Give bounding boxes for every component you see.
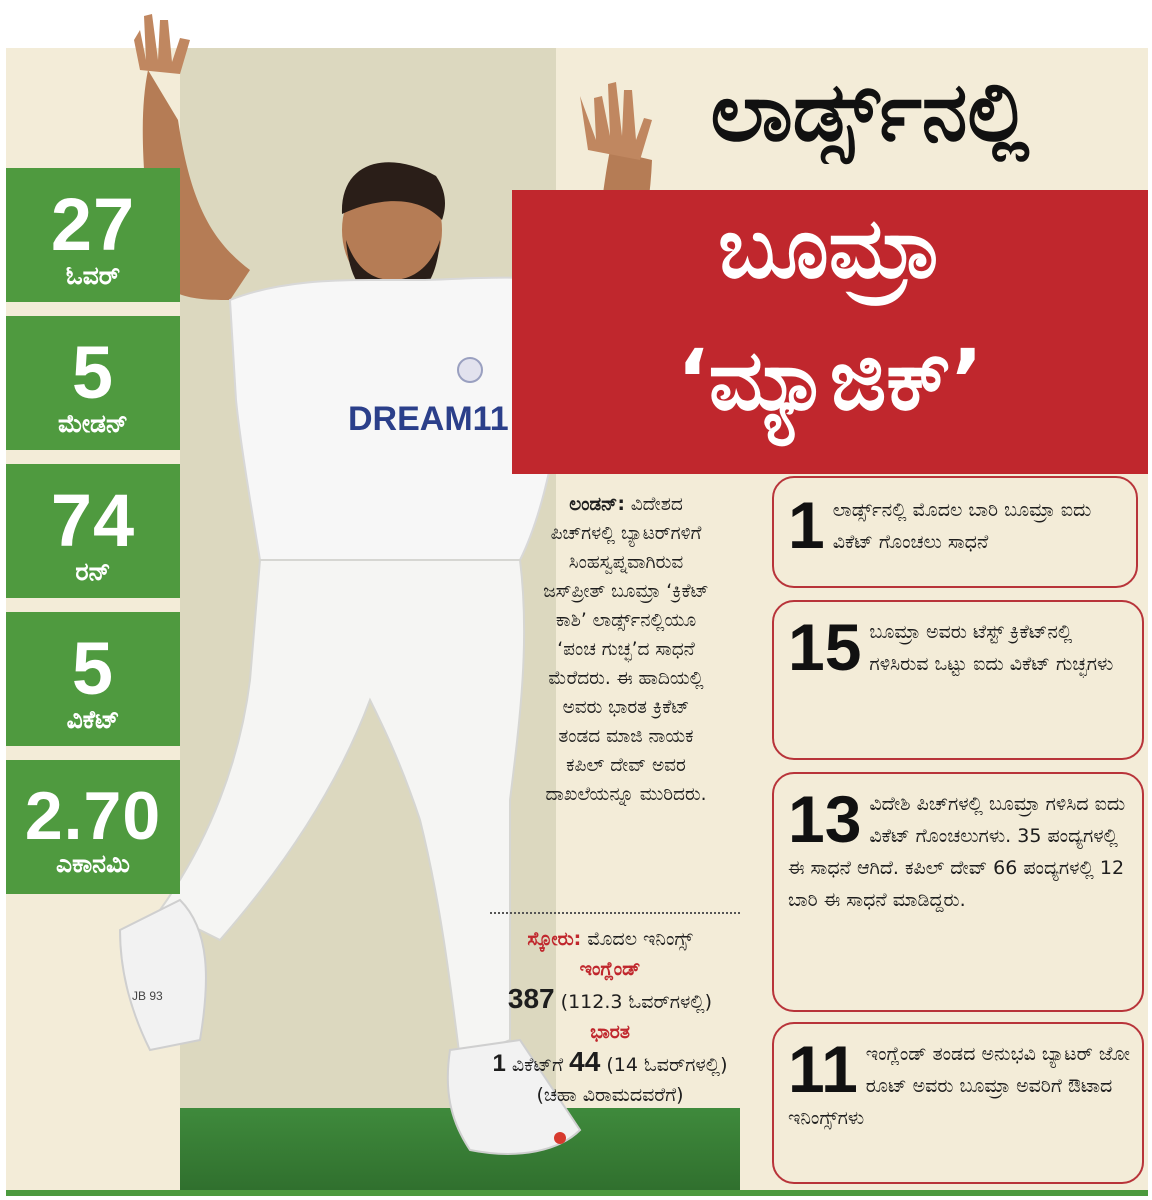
stat-value: 5 xyxy=(71,331,115,414)
article-line: ಅವರು ಭಾರತ ಕ್ರಿಕೆಟ್ xyxy=(562,697,690,718)
scorecard xyxy=(440,924,780,1110)
score-team1: ಇಂಗ್ಲೆಂಡ್ xyxy=(579,958,641,980)
score-team2: ಭಾರತ xyxy=(590,1021,630,1043)
stat-runs xyxy=(6,464,180,598)
jersey-sponsor: DREAM11 xyxy=(348,400,509,438)
stat-label: ಮೇಡನ್ xyxy=(58,409,128,438)
article-dateline: ಲಂಡನ್: xyxy=(569,494,625,515)
article-line: ‘ಪಂಚ ಗುಚ್ಛ’ದ ಸಾಧನೆ xyxy=(557,639,695,660)
fact-number: 13 xyxy=(788,782,862,856)
stat-label: ಓವರ್ xyxy=(65,261,121,290)
bottom-rule xyxy=(6,1190,1148,1196)
score-team2-wkts-text: ವಿಕೆಟ್‌ಗೆ xyxy=(511,1054,564,1076)
stat-label: ಎಕಾನಮಿ xyxy=(56,849,130,878)
fact-text: ಲಾರ್ಡ್ಸ್‌ನಲ್ಲಿ ಮೊದಲ ಬಾರಿ ಬೂಮ್ರಾ ಐದು ವಿಕೆಟ್ ಗೊಂಚಲು ಸಾಧನೆ xyxy=(832,499,1092,553)
shoe-red-accent xyxy=(554,1132,566,1144)
article-line: ಕಾಶಿ’ ಲಾರ್ಡ್ಸ್‌ನಲ್ಲಿಯೂ xyxy=(555,610,697,631)
fact-text: ಬೂಮ್ರಾ ಅವರು ಟೆಸ್ಟ್ ಕ್ರಿಕೆಟ್‌ನಲ್ಲಿ ಗಳಿಸಿರುವ ಒಟ್ಟು ಐದು ವಿಕೆಟ್ ಗುಚ್ಛಗಳು xyxy=(869,621,1114,675)
stat-maidens xyxy=(6,316,180,450)
stat-value: 5 xyxy=(71,627,115,710)
article-line: ಜಸ್‌ಪ್ರೀತ್ ಬೂಮ್ರಾ ‘ಕ್ರಿಕೆಟ್ xyxy=(543,581,709,602)
headline-line2: ಬೂಮ್ರಾ xyxy=(718,199,942,297)
fact-text: ವಿದೇಶಿ ಪಿಚ್‌ಗಳಲ್ಲಿ ಬೂಮ್ರಾ ಗಳಿಸಿದ ಐದು ವಿಕೆಟ್ ಗೊಂಚಲುಗಳು. 35 ಪಂದ್ಯಗಳಲ್ಲಿ ಈ ಸಾಧನೆ ಆಗಿದೆ. ಕಪಿಲ್ ದೇವ್ 66 ಪಂದ್ಯಗಳಲ್ಲಿ 12 ಬಾರಿ ಈ ಸಾಧನೆ ಮಾಡಿದ್ದರು. xyxy=(788,793,1126,911)
article-line: ವಿದೇಶದ xyxy=(630,494,683,515)
article-line: ಪಿಚ್‌ಗಳಲ್ಲಿ ಬ್ಯಾಟರ್‌ಗಳಿಗೆ xyxy=(550,523,702,544)
score-team2-overs: (14 ಓವರ್‌ಗಳಲ್ಲಿ) xyxy=(606,1054,728,1076)
score-note: (ಚಹಾ ವಿರಾಮದವರೆಗೆ) xyxy=(536,1084,684,1106)
stat-value: 27 xyxy=(50,183,136,266)
score-label: ಸ್ಕೋರು: xyxy=(527,928,582,950)
fact-box xyxy=(772,1022,1144,1184)
article-line: ಸಿಂಹಸ್ವಪ್ನವಾಗಿರುವ xyxy=(568,552,684,573)
dotted-divider xyxy=(490,912,740,914)
score-team1-runs: 387 xyxy=(507,983,555,1014)
fact-box xyxy=(772,772,1144,1012)
player-left-shoe xyxy=(120,900,206,1050)
bcci-logo-icon xyxy=(458,358,482,382)
stat-value: 2.70 xyxy=(24,778,162,854)
stat-wickets xyxy=(6,612,180,746)
article-line: ತಂಡದ ಮಾಜಿ ನಾಯಕ xyxy=(558,726,694,747)
article-line: ದಾಖಲೆಯನ್ನೂ ಮುರಿದರು. xyxy=(545,784,707,805)
headline-line3: ‘ಮ್ಯಾಜಿಕ್’ xyxy=(676,331,984,429)
fact-number: 15 xyxy=(788,610,862,684)
article-body xyxy=(486,490,766,809)
article-line: ಮೆರೆದರು. ಈ ಹಾದಿಯಲ್ಲಿ xyxy=(548,668,704,689)
stat-label: ವಿಕೆಟ್ xyxy=(66,705,120,734)
shoe-tag: JB 93 xyxy=(132,989,163,1003)
fact-text: ಇಂಗ್ಲೆಂಡ್ ತಂಡದ ಅನುಭವಿ ಬ್ಯಾಟರ್ ಜೋ ರೂಟ್ ಅವರು ಬೂಮ್ರಾ ಅವರಿಗೆ ಔಟಾದ ಇನಿಂಗ್ಸ್‌ಗಳು xyxy=(788,1043,1130,1129)
stat-economy xyxy=(6,760,180,894)
score-innings: ಮೊದಲ ಇನಿಂಗ್ಸ್ xyxy=(587,928,693,950)
fact-box xyxy=(772,476,1138,588)
score-team1-overs: (112.3 ಓವರ್‌ಗಳಲ್ಲಿ) xyxy=(560,991,713,1013)
fact-number: 11 xyxy=(788,1032,858,1106)
score-team2-runs: 44 xyxy=(569,1046,601,1077)
fact-number: 1 xyxy=(788,488,825,562)
score-team2-wkts: 1 xyxy=(492,1050,506,1077)
stat-value: 74 xyxy=(50,479,136,562)
player-left-hand xyxy=(134,14,190,74)
stat-overs xyxy=(6,168,180,302)
fact-box xyxy=(772,600,1144,760)
stat-label: ರನ್ xyxy=(75,557,111,586)
article-line: ಕಪಿಲ್ ದೇವ್ ಅವರ xyxy=(566,755,686,776)
headline-line1: ಲಾರ್ಡ್ಸ್‌ನಲ್ಲಿ xyxy=(710,65,1030,160)
